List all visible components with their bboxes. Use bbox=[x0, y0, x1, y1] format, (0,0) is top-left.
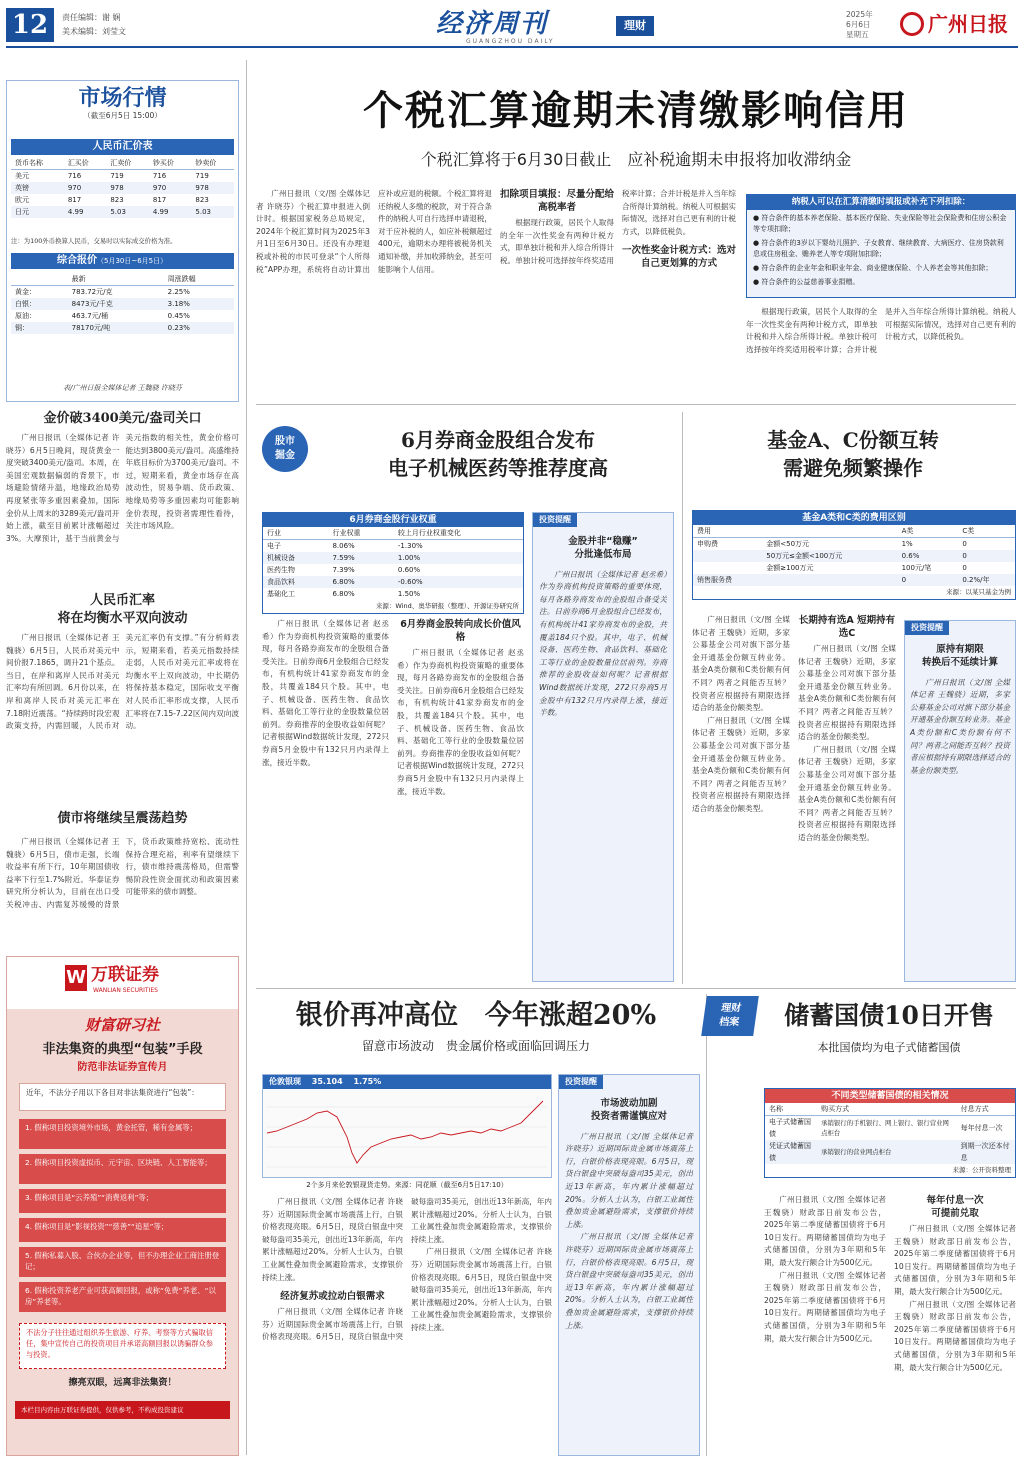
list-item: 4. 假称项目是“影视投资”“慈善”“追星”等； bbox=[19, 1218, 226, 1242]
fx-note: 注：为100外币换算人民币，交易时以实际成交价格为准。 bbox=[11, 237, 177, 245]
fund-table-title: 基金A类和C类的费用区别 bbox=[693, 511, 1015, 525]
silver-price-line bbox=[267, 1101, 543, 1163]
deduction-box-title: 纳税人可以在汇算清缴时填报或补充下列扣除： bbox=[747, 195, 1015, 210]
table-row: 金额≥100万元 100元/笔 0 bbox=[766, 564, 967, 572]
silver-chart bbox=[262, 1074, 552, 1178]
silver-chart-header bbox=[263, 1075, 551, 1089]
list-item: ● 符合条件的公益慈善事业捐赠。 bbox=[753, 278, 860, 286]
list-item: 3. 假称项目是“云养殖”“消费返利”等； bbox=[19, 1189, 226, 1213]
table-row: 食品饮料 6.80% -0.60% bbox=[263, 576, 523, 588]
stock-tip-text: 广州日报讯（全媒体记者 赵丞希）作为券商机构投资策略的重要体现，每月各路券商发布的金股组合备受关注。日前券商6月金股组合已经发布，有机构统计41家券商发布的金股，共覆盖184只个股。其中，电子、机械设备、医药生物、食品饮料、基础化工等行业的金股数量位居前列。券商推荐的金股收益如何呢？记者根据Wind数据统计发现，272只券商5月金股中有132只月内录得上涨，接近半数。 bbox=[539, 569, 667, 718]
table-row: 凭证式储蓄国债 承销银行的营业网点柜台 到期一次还本付息 bbox=[765, 1140, 1015, 1164]
silver-tip-text: 广州日报讯（文/图 全媒体记者 许晓芬）近期国际贵金属市场震荡上行，白银价格表现亮眼。6月5日，现货白银盘中突破每盎司35美元，创出近13年新高，年内累计涨幅超过20%。分析人士认为，白银工业属性叠加贵金属避险需求，支撑银价持续上涨。 广州日报讯（文/图 全媒体记者 许晓芬）近期国际贵金属市场震荡上行，白银价格表现亮眼。6月5日，现货白银盘中突破每盎司35美元，创出近13年新高，年内累计涨幅超过20%。分析人士认为，白银工业属性叠加贵金属避险需求，支撑银价持续上涨。 bbox=[565, 1131, 693, 1330]
table-row: 医药生物 7.39% 0.60% bbox=[267, 566, 421, 574]
main-subhead-2: 一次性奖金计税方式：选对自己更划算的方式 bbox=[622, 245, 736, 270]
main-article: 广州日报讯（文/图 全媒体记者 许晓芬）个税汇算申报进入倒计时。根据国家税务总局规定，2024年个税汇算时间为2025年3月1日至6月30日。还没有办理退税或补税的市民可登录“个人所得税”APP办理，系统将自动计算出应补或应退的税额。个税汇算将退还纳税人多缴的税款，对于符合条件的纳税人可自行选择申请退税，对于应补税的人，如应补税额超过400元，逾期未办理将被税务机关通知补缴，并加收滞纳金，甚至可能影响个人信用。 扣除项目填报：尽量分配给高税率者 根据现行政策，居民个人取得的全年一次性奖金有两种计税方式，即单独计税和并入综合所得计税。单独计税可选择按年终奖适用税率计算；合并计税是并入当年综合所得计算纳税。纳税人可根据实际情况，选择对自己更有利的计税方式，以降低税负。 一次性奖金计税方式：选对自己更划算的方式 bbox=[256, 189, 736, 274]
silver-price-chart bbox=[267, 1093, 547, 1175]
newspaper-logo-icon bbox=[900, 12, 924, 36]
fund-table-source: 来源：以某只基金为例 bbox=[946, 588, 1011, 596]
broker-slogan: 擦亮双眼，远离非法集资！ bbox=[68, 1378, 177, 1388]
section-tag: 理财 bbox=[616, 16, 654, 36]
fx-header: 汇卖价 bbox=[110, 159, 132, 167]
section-subtitle: GUANGZHOU DAILY bbox=[466, 38, 555, 45]
fx-header: 钞买价 bbox=[152, 159, 174, 167]
table-row: 基础化工 6.80% 1.50% bbox=[267, 590, 421, 598]
fx-table bbox=[11, 157, 234, 218]
market-panel bbox=[6, 80, 239, 402]
broker-logo-area bbox=[7, 957, 238, 1009]
table-row: 日元 4.99 5.03 4.99 5.03 bbox=[11, 206, 234, 218]
combo-title: 综合报价（5月30日~6月5日） bbox=[11, 253, 234, 269]
table-row: 原油： 463.7元/桶 0.45% bbox=[15, 312, 190, 320]
broker-logo: 万联证券 bbox=[91, 965, 159, 985]
newspaper-logo: 广州日报 bbox=[928, 12, 1008, 36]
treasury-subhead: 每年付息一次 可提前兑取 bbox=[926, 1195, 984, 1219]
page-header bbox=[6, 6, 1018, 48]
fund-tip-title: 原持有期限 转换后不延续计算 bbox=[921, 643, 998, 668]
stock-article: 广州日报讯（全媒体记者 赵丞希）作为券商机构投资策略的重要体现，每月各路券商发布的金股组合备受关注。日前券商6月金股组合已经发布，有机构统计41家券商发布的金股，共覆盖184只个股。其中，电子、机械设备、医药生物、食品饮料、基础化工等行业的金股数量位居前列。券商推荐的金股收益如何呢？记者根据Wind数据统计发现，272只券商5月金股中有132只月内录得上涨，接近半数。 6月券商金股转向成长价值风格 广州日报讯（全媒体记者 赵丞希）作为券商机构投资策略的重要体现，每月各路券商发布的金股组合备受关注。日前券商6月金股组合已经发布，有机构统计41家券商发布的金股，共覆盖184只个股。其中，电子、机械设备、医药生物、食品饮料、基础化工等行业的金股数量位居前列。券商推荐的金股收益如何呢？记者根据Wind数据统计发现，272只券商5月金股中有132只月内录得上涨，接近半数。 bbox=[262, 619, 524, 796]
table-row: 白银： 8473元/千克 3.18% bbox=[11, 298, 234, 310]
table-row: 电子 8.06% -1.30% bbox=[267, 542, 423, 550]
main-subheadline: 个税汇算将于6月30日截止 应补税逾期未申报将加收滞纳金 bbox=[420, 150, 852, 169]
broker-intro: 近年，不法分子用以下各目对非法集资进行“包装”： bbox=[19, 1083, 226, 1111]
gold-headline: 金价破3400美元/盎司关口 bbox=[43, 411, 202, 426]
treasury-badge: 理财 档案 bbox=[701, 996, 759, 1036]
combo-table: 最新 周涨跌幅 黄金： 783.72元/克 2.25% 白银： 8473元/千克 3.18% 原油： 463.7元/桶 0.45% 铜： 78170元/吨 0.23% bbox=[11, 273, 234, 334]
treasury-table-title: 不同类型储蓄国债的相关情况 bbox=[765, 1089, 1015, 1103]
fund-tip-text: 广州日报讯（文/图 全媒体记者 王魏骁）近期，多家公募基金公司对旗下部分基金开通基金份额互转业务。基金A类份额和C类份额有何不同？两者之间能否互转？投资者应根据持有期限选择适合的基金份额类型。 bbox=[910, 677, 1010, 775]
rmb-headline: 人民币汇率 将在均衡水平双向波动 bbox=[57, 593, 188, 626]
section-title: 经济周刊 bbox=[436, 9, 549, 39]
stock-table: 行业 行业权重 较上月行业权重变化 电子 8.06% -1.30% 机械设备 7.59% 1.00% 医药生物 7.39% 0.60% 食品饮料 6.80% -0.60% 基础化工 6.80% 1.50% bbox=[263, 527, 523, 600]
table-row: 申购费 金额<50万元 1% 0 bbox=[697, 540, 967, 548]
treasury-headline: 储蓄国债10日开售 bbox=[784, 1001, 994, 1030]
fund-tip-label: 投资提醒 bbox=[905, 621, 949, 635]
issue-date: 2025年 6月6日 星期五 bbox=[846, 10, 873, 39]
silver-tip-label: 投资提醒 bbox=[559, 1075, 603, 1089]
treasury-table-source: 来源：公开资料整理 bbox=[952, 1166, 1011, 1174]
fx-header: 钞卖价 bbox=[195, 159, 217, 167]
table-row: 电子式储蓄国债 承销银行的手机银行、网上银行、银行营业网点柜台 每年付息一次 bbox=[769, 1118, 1003, 1138]
broker-logo-icon: W bbox=[65, 965, 87, 991]
silver-chart-title: 伦敦银现 bbox=[269, 1077, 301, 1086]
stock-tip-title: 金股并非“稳赚” 分批逢低布局 bbox=[568, 535, 638, 560]
treasury-subheadline: 本批国债均为电子式储蓄国债 bbox=[817, 1041, 961, 1054]
gold-article: 广州日报讯（全媒体记者 许晓芬）6月5日晚间，现货黄金一度突破3400美元/盎司。本周，在美国宏观数据偏弱的背景下，市场避险情绪升温，地缘政治局势再度紧张等多重因素叠加，国际金价从上周末的3289美元/盎司开始上涨，截至目前累计涨幅超过3%。大摩预计，基于当前黄金与美元指数的相关性，黄金价格可能达到3800美元/盎司。高盛维持年底目标价为3700美元/盎司。不过，短期来看，黄金市场存在高波动性，贸易争端、货币政策、地缘局势等多重因素均可能影响金价表现，投资者需理性看待，关注市场风险。 bbox=[6, 433, 239, 543]
designer-credit: 美术编辑：刘莹文 bbox=[62, 27, 126, 36]
table-row: 黄金： 783.72元/克 2.25% bbox=[15, 288, 190, 296]
main-subhead-1: 扣除项目填报：尽量分配给高税率者 bbox=[500, 189, 615, 213]
silver-chart-value: 35.104 bbox=[311, 1077, 343, 1086]
silver-subheadline: 留意市场波动 贵金属价格或面临回调压力 bbox=[361, 1039, 590, 1053]
stock-headline: 6月券商金股组合发布 电子机械医药等推荐度高 bbox=[388, 428, 608, 480]
stock-table-box bbox=[262, 512, 524, 614]
deduction-box bbox=[746, 194, 1016, 298]
stock-table-title: 6月券商金股行业权重 bbox=[263, 513, 523, 527]
fx-header: 货币名称 bbox=[15, 159, 43, 167]
treasury-table: 名称 购买方式 付息方式 电子式储蓄国债 承销银行的手机银行、网上银行、银行营业网点柜台 每年付息一次 凭证式储蓄国债 承销银行的营业网点柜台 到期一次还本付息 bbox=[765, 1103, 1015, 1164]
broker-list bbox=[19, 1119, 226, 1317]
table-row: 铜： 78170元/吨 0.23% bbox=[11, 322, 234, 334]
list-item: 5. 假称私募入股、合伙办企业等，但不办理企业工商注册登记； bbox=[19, 1247, 226, 1277]
table-row: 英镑 970 978 970 978 bbox=[11, 182, 234, 194]
stock-tip-box bbox=[532, 512, 674, 982]
table-row: 销售服务费 0 0.2%/年 bbox=[693, 574, 1015, 586]
market-source: 表/广州日报全媒体记者 王魏骁 许晓芬 bbox=[63, 384, 182, 392]
stock-badge: 股市 掘金 bbox=[262, 426, 308, 472]
table-row: 欧元 817 823 817 823 bbox=[15, 196, 209, 204]
bond-headline: 债市将继续呈震荡趋势 bbox=[57, 811, 188, 826]
table-row: 美元 716 719 716 719 bbox=[15, 172, 209, 180]
treasury-table-box bbox=[764, 1088, 1016, 1178]
broker-logo-en: WANLIAN SECURITIES bbox=[93, 987, 158, 994]
broker-subtitle: 防范非法证券宣传月 bbox=[77, 1062, 168, 1073]
silver-tip-box bbox=[558, 1074, 700, 1456]
main-headline: 个税汇算逾期未清缴影响信用 bbox=[363, 87, 909, 134]
fund-table-box bbox=[692, 510, 1016, 600]
stock-table-source: 来源：Wind、奥华研报（整理）、开源证券研究所 bbox=[375, 602, 519, 610]
silver-chart-change: 1.75% bbox=[353, 1077, 382, 1086]
list-item: 2. 假称项目投资虚拟币、元宇宙、区块链、人工智能等； bbox=[19, 1154, 226, 1184]
main-article-cont: 根据现行政策，居民个人取得的全年一次性奖金有两种计税方式，即单独计税和并入综合所得计税。单独计税可选择按年终奖适用税率计算；合并计税是并入当年综合所得计算纳税。纳税人可根据实际情况，选择对自己更有利的计税方式，以降低税负。 bbox=[746, 307, 1016, 354]
market-title: 市场行情 bbox=[78, 85, 167, 111]
broker-column-title: 财富研习社 bbox=[84, 1016, 160, 1034]
fund-table: 费用 A类 C类 申购费 金额<50万元 1% 0 50万元≤金额<100万元 0.6% 0 金额≥100万元 100元/笔 0 销售服务费 0 0.2%/年 bbox=[693, 525, 1015, 586]
silver-subhead: 经济复苏或拉动白银需求 bbox=[280, 1291, 385, 1303]
stock-tip-label: 投资提醒 bbox=[533, 513, 577, 527]
broker-ad bbox=[6, 956, 239, 1456]
fund-article: 广州日报讯（文/图 全媒体记者 王魏骁）近期，多家公募基金公司对旗下部分基金开通基金份额互转业务。基金A类份额和C类份额有何不同？两者之间能否互转？投资者应根据持有期限选择适合的基金份额类型。 广州日报讯（文/图 全媒体记者 王魏骁）近期，多家公募基金公司对旗下部分基金开通基金份额互转业务。基金A类份额和C类份额有何不同？两者之间能否互转？投资者应根据持有期限选择适合的基金份额类型。 长期持有选A 短期持有选C 广州日报讯（文/图 全媒体记者 王魏骁）近期，多家公募基金公司对旗下部分基金开通基金份额互转业务。基金A类份额和C类份额有何不同？两者之间能否互转？投资者应根据持有期限选择适合的基金份额类型。 广州日报讯（文/图 全媒体记者 王魏骁）近期，多家公募基金公司对旗下部分基金开通基金份额互转业务。基金A类份额和C类份额有何不同？两者之间能否互转？投资者应根据持有期限选择适合的基金份额类型。 bbox=[692, 615, 896, 842]
list-item: ● 符合条件的企业年金和职业年金、商业健康保险、个人养老金等其他扣除； bbox=[753, 264, 993, 272]
broker-footer: 本栏目内容由万联证券提供，仅供参考，不构成投资建议 bbox=[15, 1401, 230, 1419]
list-item: 1. 假称项目投资境外市场，黄金托管，稀有金属等； bbox=[19, 1119, 226, 1149]
silver-chart-caption: 2个多月来伦敦银现货走势。来源：同花顺（截至6月5日17:10） bbox=[306, 1181, 508, 1189]
silver-tip-title: 市场波动加剧 投资者需谨慎应对 bbox=[590, 1097, 667, 1122]
treasury-article: 广州日报讯（文/图 全媒体记者 王魏骁）财政部日前发布公告，2025年第二季度储蓄国债将于6月10日发行。两期储蓄国债均为电子式储蓄国债，分别为3年期和5年期，最大发行额合计为500亿元。 广州日报讯（文/图 全媒体记者 王魏骁）财政部日前发布公告，2025年第二季度储蓄国债将于6月10日发行。两期储蓄国债均为电子式储蓄国债，分别为3年期和5年期，最大发行额合计为500亿元。 每年付息一次 可提前兑取 广州日报讯（文/图 全媒体记者 王魏骁）财政部日前发布公告，2025年第二季度储蓄国债将于6月10日发行。两期储蓄国债均为电子式储蓄国债，分别为3年期和5年期，最大发行额合计为500亿元。 广州日报讯（文/图 全媒体记者 王魏骁）财政部日前发布公告，2025年第二季度储蓄国债将于6月10日发行。两期储蓄国债均为电子式储蓄国债，分别为3年期和5年期，最大发行额合计为500亿元。 bbox=[764, 1195, 1016, 1372]
stock-subhead: 6月券商金股转向成长价值风格 bbox=[400, 619, 521, 643]
fund-headline: 基金A、C份额互转 需避免频繁操作 bbox=[767, 428, 939, 480]
fx-header: 汇买价 bbox=[67, 159, 89, 167]
rmb-article: 广州日报讯（全媒体记者 王魏骁）6月5日，人民币对美元中间价报7.1865，调升21个基点。当日，在岸和离岸人民币对美元汇率均有所回调。6月份以来，在岸和离岸人民币对美元汇率在7.18附近震荡。“持续跨时段宏观政策支持，内需回暖，人民币对美元汇率仍有支撑。”有分析师表示，短期来看，若美元指数持续走弱，人民币对美元汇率或将在均衡水平上双向波动，中长期仍将保持基本稳定，国际收支平衡对人民币汇率形成支撑，人民币汇率将在7.15-7.22区间内双向波动。 bbox=[6, 633, 239, 731]
list-item: 6. 假称投资养老产业可获高额回报，或称“免费”养老、“以房”养老等。 bbox=[19, 1282, 226, 1312]
table-row: 50万元≤金额<100万元 0.6% 0 bbox=[693, 550, 1015, 562]
silver-headline: 银价再冲高位 今年涨超20% bbox=[295, 1000, 657, 1031]
silver-article: 广州日报讯（文/图 全媒体记者 许晓芬）近期国际贵金属市场震荡上行，白银价格表现亮眼。6月5日，现货白银盘中突破每盎司35美元，创出近13年新高，年内累计涨幅超过20%。分析人士认为，白银工业属性叠加贵金属避险需求，支撑银价持续上涨。 经济复苏或拉动白银需求 广州日报讯（文/图 全媒体记者 许晓芬）近期国际贵金属市场震荡上行，白银价格表现亮眼。6月5日，现货白银盘中突破每盎司35美元，创出近13年新高，年内累计涨幅超过20%。分析人士认为，白银工业属性叠加贵金属避险需求，支撑银价持续上涨。 广州日报讯（文/图 全媒体记者 许晓芬）近期国际贵金属市场震荡上行，白银价格表现亮眼。6月5日，现货白银盘中突破每盎司35美元，创出近13年新高，年内累计涨幅超过20%。分析人士认为，白银工业属性叠加贵金属避险需求，支撑银价持续上涨。 bbox=[262, 1197, 552, 1342]
broker-title: 非法集资的典型“包装”手段 bbox=[42, 1042, 203, 1057]
market-subtitle: （截至6月5日 15:00） bbox=[83, 111, 162, 120]
table-row: 机械设备 7.59% 1.00% bbox=[263, 552, 523, 564]
bond-article: 广州日报讯（全媒体记者 王魏骁）6月5日，债市走强，长端收益率有所下行，10年期国债收益率下行至1.7%附近。华泰证券研究所分析认为，目前在出口受关税冲击、内需复苏缓慢的背景下，货币政策维持宽松、流动性保持合理充裕，利率有望继续下行，债市维持震荡格局，但需警惕阶段性资金面扰动和政策因素可能带来的债市调整。 bbox=[6, 837, 239, 909]
list-item: ● 符合条件的基本养老保险、基本医疗保险、失业保险等社会保险费和住房公积金等专项扣除； bbox=[753, 214, 1007, 233]
fx-table-title: 人民币汇价表 bbox=[11, 139, 234, 155]
fund-subhead: 长期持有选A 短期持有选C bbox=[798, 615, 896, 639]
page-number: 12 bbox=[6, 8, 54, 42]
list-item: ● 符合条件的3岁以下婴幼儿照护、子女教育、继续教育、大病医疗、住房贷款利息或住房租金、赡养老人等专项附加扣除； bbox=[753, 239, 1004, 258]
broker-warning: 不法分子往往通过组织养生旅游、疗养、考察等方式骗取信任，集中宣传自己的投资项目并承诺高额回报以诱骗群众参与投资。 bbox=[19, 1323, 226, 1369]
fund-tip-box bbox=[904, 620, 1016, 982]
editor-credit: 责任编辑：谢 娴 bbox=[62, 13, 121, 22]
